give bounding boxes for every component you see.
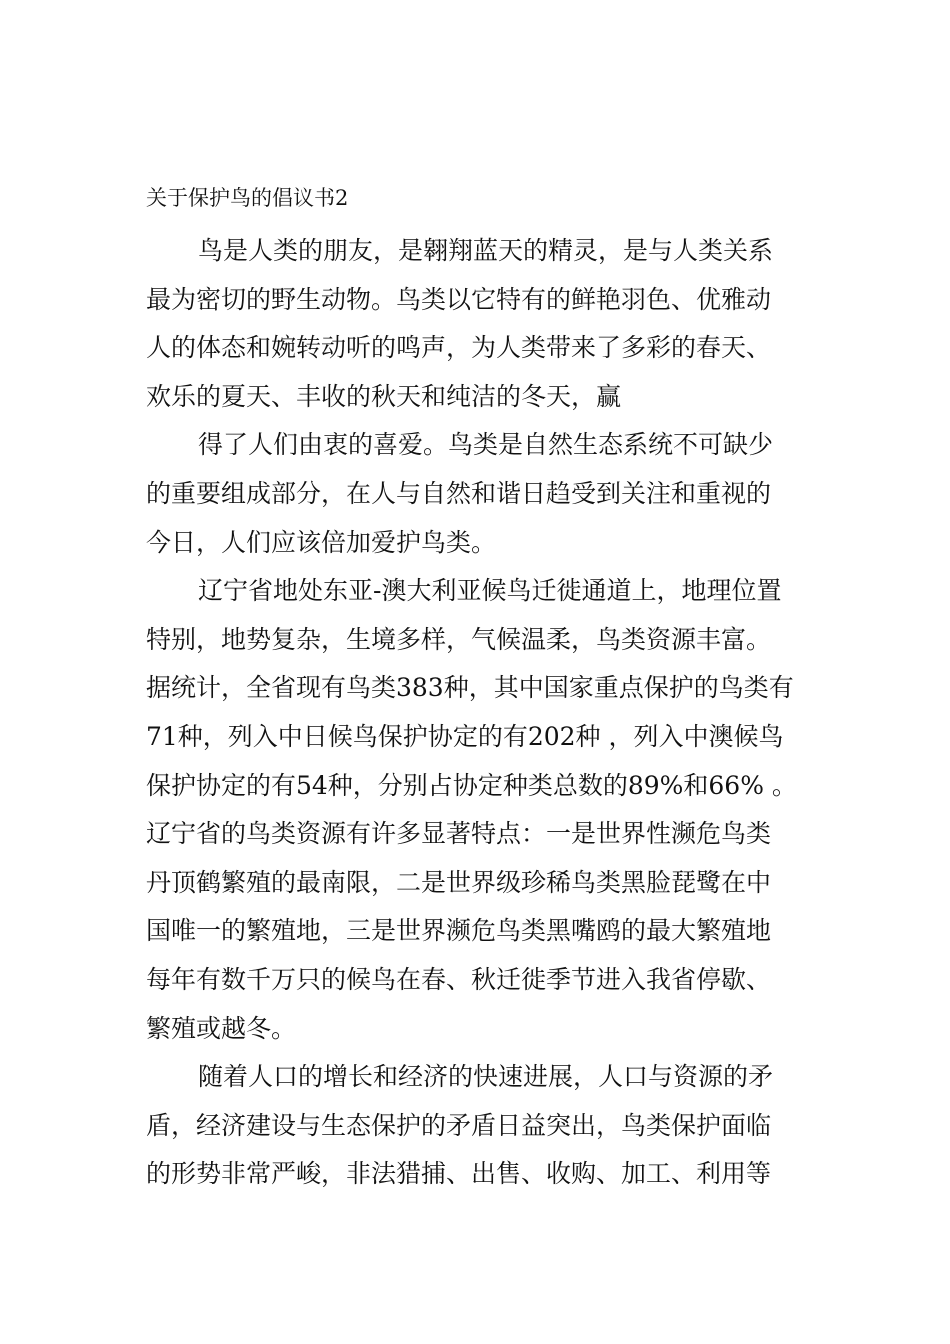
text-line: 71种，列入中日候鸟保护协定的有202种 ，列入中澳候鸟 [146,721,784,751]
document-body [146,227,806,1199]
text-line: 随着人口的增长和经济的快速进展，人口与资源的矛 [198,1062,774,1092]
document-title: 关于保护鸟的倡议书2 [146,186,349,210]
text-line: 最为密切的野生动物。鸟类以它特有的鲜艳羽色、优雅动 [146,284,772,314]
text-line: 今日，人们应该倍加爱护鸟类。 [146,527,497,557]
text-line: 人的体态和婉转动听的鸣声，为人类带来了多彩的春天、 [146,333,772,363]
text-line: 特别，地势复杂，生境多样，气候温柔，鸟类资源丰富。 [146,624,772,654]
text-line: 丹顶鹤繁殖的最南限，二是世界级珍稀鸟类黑脸琵鹭在中 [146,867,772,897]
text-line: 盾，经济建设与生态保护的矛盾日益突出，鸟类保护面临 [146,1110,772,1140]
text-line: 辽宁省的鸟类资源有许多显著特点：一是世界性濒危鸟类 [146,819,772,849]
text-line: 据统计，全省现有鸟类383种，其中国家重点保护的鸟类有 [146,673,794,703]
text-line: 辽宁省地处东亚-澳大利亚候鸟迁徙通道上，地理位置 [198,576,782,606]
text-line: 欢乐的夏天、丰收的秋天和纯洁的冬天，赢 [146,381,622,411]
text-line: 鸟是人类的朋友，是翱翔蓝天的精灵，是与人类关系 [198,236,774,265]
text-line: 繁殖或越冬。 [146,1013,297,1043]
text-line: 每年有数千万只的候鸟在春、秋迁徙季节进入我省停歇、 [146,964,772,994]
text-line: 得了人们由衷的喜爱。鸟类是自然生态系统不可缺少 [198,430,774,460]
text-line: 国唯一的繁殖地，三是世界濒危鸟类黑嘴鸥的最大繁殖地 [146,916,772,946]
text-line: 保护协定的有54种，分别占协定种类总数的89%和66% 。 [146,770,797,800]
text-line: 的重要组成部分，在人与自然和谐日趋受到关注和重视的 [146,478,772,508]
text-line: 的形势非常严峻，非法猎捕、出售、收购、加工、利用等 [146,1159,772,1189]
